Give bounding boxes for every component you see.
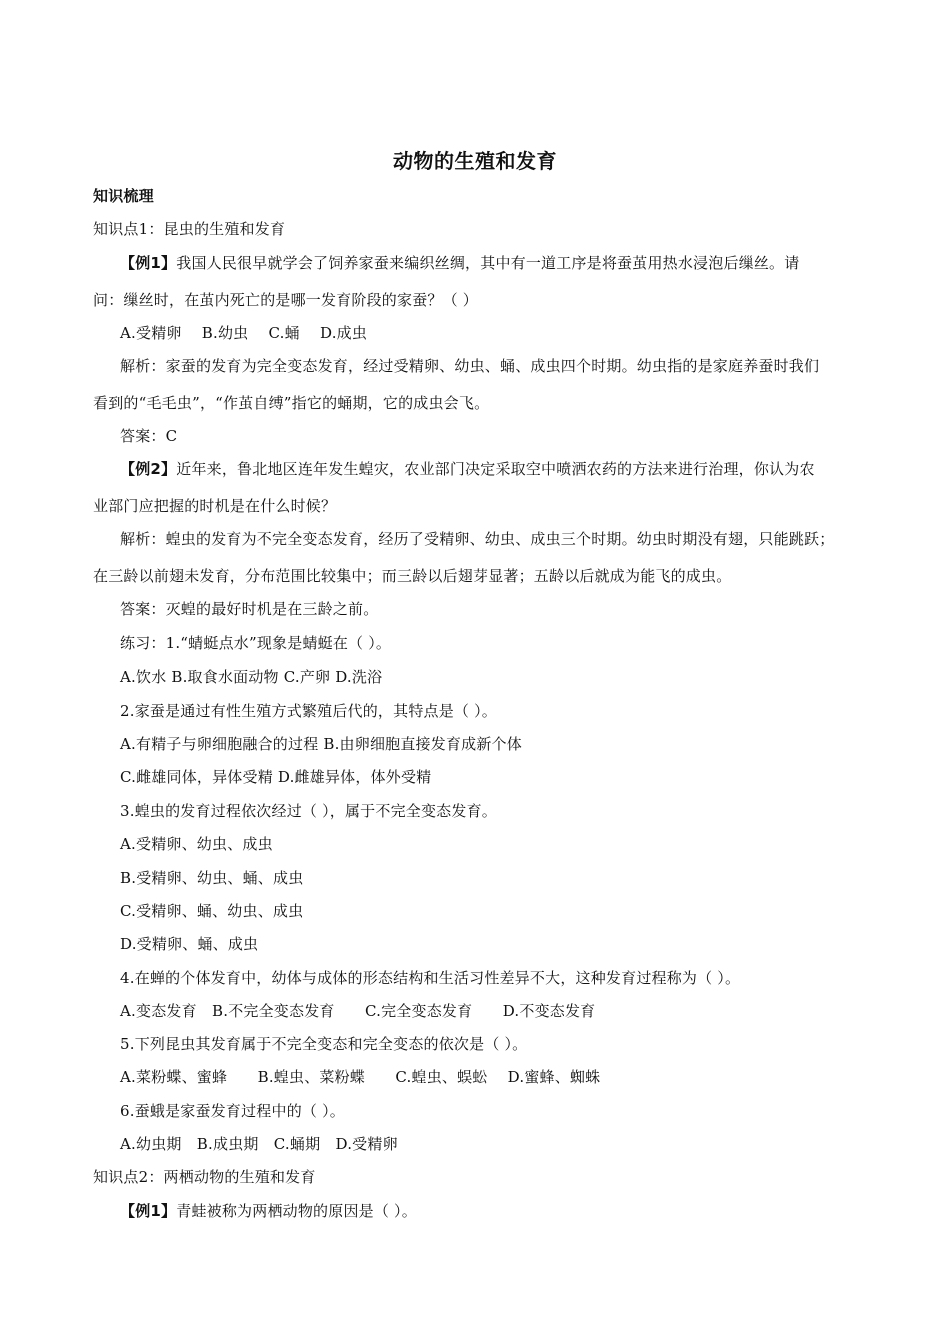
- practice-question-2: 2.家蚕是通过有性生殖方式繁殖后代的，其特点是（ ）。: [120, 702, 497, 720]
- kp2-example-1-question: [120, 1200, 417, 1222]
- page-title: 动物的生殖和发育: [393, 149, 557, 173]
- practice-question-6: 6.蚕蛾是家蚕发育过程中的（ ）。: [120, 1102, 345, 1120]
- example-2-answer: 答案：灭蝗的最好时机是在三龄之前。: [120, 600, 379, 618]
- practice-question-5: 5.下列昆虫其发育属于不完全变态和完全变态的依次是（ ）。: [120, 1035, 528, 1053]
- knowledge-point-2-heading: 知识点2：两栖动物的生殖和发育: [93, 1168, 316, 1186]
- knowledge-point-1-heading: 知识点1：昆虫的生殖和发育: [93, 220, 286, 238]
- practice-question-1: 练习：1.“蜻蜓点水”现象是蜻蜓在（ ）。: [120, 634, 392, 652]
- example-1-question-line-1: [120, 252, 799, 274]
- example-1-tag: 【例1】: [120, 254, 177, 272]
- example-2-question-line-1: [120, 458, 815, 480]
- practice-question-5-options: A.菜粉蝶、蜜蜂 B.蝗虫、菜粉蝶 C.蝗虫、蜈蚣 D.蜜蜂、蜘蛛: [120, 1068, 601, 1086]
- practice-question-2-options-2: C.雌雄同体，异体受精 D.雌雄异体，体外受精: [120, 768, 432, 786]
- example-1-answer: 答案：C: [120, 427, 178, 445]
- section-heading: 知识梳理: [93, 187, 154, 205]
- kp2-example-1-question-text: 青蛙被称为两栖动物的原因是（ ）。: [176, 1202, 417, 1220]
- practice-question-3-option-a: A.受精卵、幼虫、成虫: [120, 835, 273, 853]
- example-2-question-text: 近年来，鲁北地区连年发生蝗灾，农业部门决定采取空中喷洒农药的方法来进行治理，你认为农: [176, 460, 815, 478]
- example-2-question-line-2: 业部门应把握的时机是在什么时候？: [93, 497, 337, 515]
- example-1-analysis-line-1: 解析：家蚕的发育为完全变态发育，经过受精卵、幼虫、蛹、成虫四个时期。幼虫指的是家庭养蚕时我们: [120, 357, 820, 375]
- example-2-analysis-line-2: 在三龄以前翅未发育，分布范围比较集中；而三龄以后翅芽显著；五龄以后就成为能飞的成虫。: [93, 567, 732, 585]
- example-1-question-line-2: 问：缫丝时，在茧内死亡的是哪一发育阶段的家蚕？（ ）: [93, 291, 478, 309]
- practice-question-3-option-b: B.受精卵、幼虫、蛹、成虫: [120, 869, 304, 887]
- practice-question-3-option-c: C.受精卵、蛹、幼虫、成虫: [120, 902, 304, 920]
- example-1-analysis-line-2: 看到的“毛毛虫”，“作茧自缚”指它的蛹期，它的成虫会飞。: [93, 394, 490, 412]
- practice-question-3: 3.蝗虫的发育过程依次经过（ ），属于不完全变态发育。: [120, 802, 497, 820]
- kp2-example-1-tag: 【例1】: [120, 1202, 177, 1220]
- practice-question-4-options: A.变态发育 B.不完全变态发育 C.完全变态发育 D.不变态发育: [120, 1002, 596, 1020]
- example-1-question-text: 我国人民很早就学会了饲养家蚕来编织丝绸，其中有一道工序是将蚕茧用热水浸泡后缫丝。请: [176, 254, 800, 272]
- practice-question-3-option-d: D.受精卵、蛹、成虫: [120, 935, 259, 953]
- practice-question-6-options: A.幼虫期 B.成虫期 C.蛹期 D.受精卵: [120, 1135, 398, 1153]
- practice-question-1-options: A.饮水 B.取食水面动物 C.产卵 D.洗浴: [120, 668, 383, 686]
- practice-question-4: 4.在蝉的个体发育中，幼体与成体的形态结构和生活习性差异不大，这种发育过程称为（ ）。: [120, 969, 741, 987]
- example-2-analysis-line-1: 解析：蝗虫的发育为不完全变态发育，经历了受精卵、幼虫、成虫三个时期。幼虫时期没有翅，只能跳跃；: [120, 530, 835, 548]
- example-2-tag: 【例2】: [120, 460, 177, 478]
- example-1-options: A.受精卵 B.幼虫 C.蛹 D.成虫: [120, 324, 368, 342]
- practice-question-2-options-1: A.有精子与卵细胞融合的过程 B.由卵细胞直接发育成新个体: [120, 735, 522, 753]
